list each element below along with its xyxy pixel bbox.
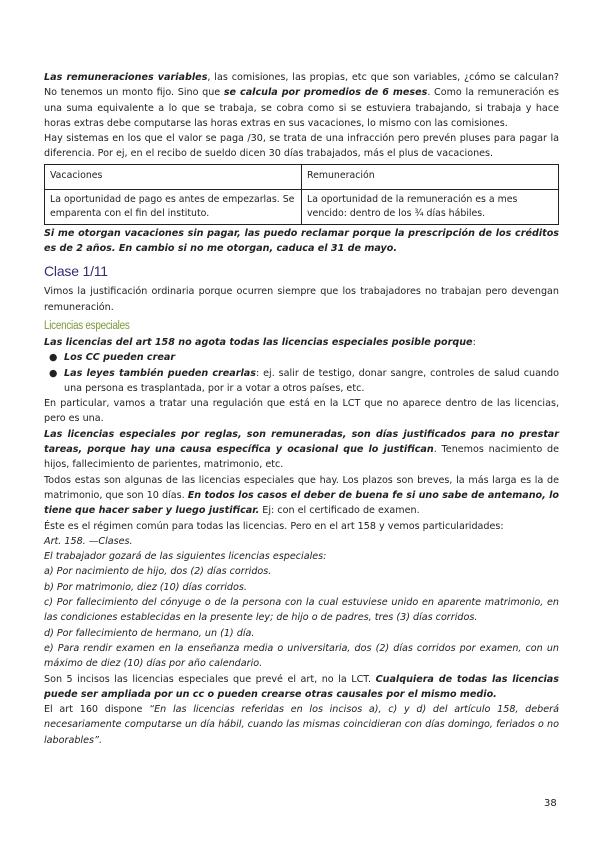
- heading-licencias-especiales: Licencias especiales: [44, 319, 130, 332]
- bold-phrase: se calcula por promedios de 6 meses: [223, 87, 428, 99]
- bullet-list: [44, 350, 559, 396]
- text-run: Ej: con el certificado de examen.: [259, 505, 420, 517]
- paragraph-art-160: [44, 702, 559, 748]
- paragraph-common-regime: Éste es el régimen común para todas las licencias. Pero en el art 158 y vemos particularidades:: [44, 520, 504, 532]
- text-run: Todos estas son algunas de las licencias especiales que hay. Los plazos son breves, la más larga es la de matrimonio, que son 10 días.: [44, 474, 559, 501]
- list-item: [49, 366, 559, 397]
- bold-phrase: Los CC pueden crear: [64, 352, 176, 364]
- text-run: El art 160 dispone: [44, 704, 150, 716]
- comparison-table: [44, 164, 559, 225]
- bullet-icon: ●: [49, 352, 58, 364]
- bold-phrase: Las leyes también pueden crearlas: [64, 367, 256, 379]
- table-cell-remuneracion: La oportunidad de la remuneración es a mes vencido: dentro de los ¾ días hábiles.: [302, 189, 559, 224]
- paragraph-deadlines: [44, 473, 559, 519]
- text-run: , las comisiones, las propias, etc que son variables, ¿cómo se calculan? No tenemos un monto fijo. Sino que: [44, 72, 559, 99]
- bullet-icon: ●: [49, 367, 58, 379]
- text-run: Son 5 incisos las licencias especiales que prevé el art, no la LCT.: [44, 673, 376, 685]
- bold-phrase: Cualquiera de todas las licencias puede ser ampliada por un cc o pueden crearse otras causales por el mismo medio.: [44, 673, 559, 700]
- bold-phrase: Las licencias del art 158 no agota todas las licencias especiales posible porque: [44, 336, 473, 348]
- article-item-e: e) Para rendir examen en la enseñanza media o universitaria, dos (2) días corridos por examen, con un máximo de diez (10) días por año calendario.: [44, 642, 559, 670]
- paragraph-payment-systems: Hay sistemas en los que el valor se paga /30, se trata de una infracción pero prevén pluses para pagar la diferencia. Por ej, en el recibo de sueldo dicen 30 días trabajados, más el plus de vacaciones.: [44, 133, 559, 160]
- paragraph-art-158-intro: [44, 335, 559, 350]
- table-header-vacaciones: Vacaciones: [45, 164, 302, 189]
- paragraph-variable-remuneration: [44, 70, 559, 131]
- bold-phrase: Las remuneraciones variables: [44, 72, 208, 83]
- article-intro: El trabajador gozará de las siguientes licencias especiales:: [44, 551, 327, 563]
- text-run: . Tenemos nacimiento de hijos, fallecimiento de parientes, matrimonio, etc.: [44, 444, 559, 471]
- table-cell-vacaciones: La oportunidad de pago es antes de empezarlas. Se emparenta con el fin del instituto.: [45, 189, 302, 224]
- table-row: [45, 189, 559, 224]
- paragraph-justification: Vimos la justificación ordinaria porque ocurren siempre que los trabajadores no trabajan pero devengan remuneración.: [44, 286, 559, 313]
- table-header-remuneracion: Remuneración: [302, 164, 559, 189]
- article-item-a: a) Por nacimiento de hijo, dos (2) días corridos.: [44, 566, 272, 578]
- heading-clase: Clase 1/11: [44, 263, 108, 280]
- text-run: . Como la remuneración es una suma equivalente a lo que se trabaja, se cobra como si se estuviera trabajando, si trabaja y hace horas extras debe computarse las horas extras en sus vacaciones, lo mismo con las comisiones.: [44, 87, 559, 129]
- italic-quote: “En las licencias referidas en los incisos a), c) y d) del artículo 158, deberá necesariamente computarse un día hábil, cuando las mismas coincidieran con días domingo, feriados o no laborables”.: [44, 704, 559, 746]
- article-title: Art. 158. —Clases.: [44, 535, 133, 547]
- page-number: 38: [544, 798, 557, 809]
- list-item: [49, 350, 559, 365]
- article-item-b: b) Por matrimonio, diez (10) días corridos.: [44, 581, 247, 593]
- page-content: [44, 70, 559, 748]
- article-item-c: c) Por fallecimiento del cónyuge o de la persona con la cual estuviese unido en aparente matrimonio, en las condiciones establecidas en la presente ley; de hijo o de padres, tres (3) días corridos.: [44, 597, 559, 624]
- paragraph-lct-regulation: En particular, vamos a tratar una regulación que está en la LCT que no aparece dentro de las licencias, pero es una.: [44, 398, 559, 425]
- text-run: :: [472, 336, 476, 348]
- table-header-row: [45, 164, 559, 189]
- bold-phrase: En todos los casos el deber de buena fe si uno sabe de antemano, lo tiene que hacer saber y luego justificar.: [44, 489, 559, 517]
- article-item-d: d) Por fallecimiento de hermano, un (1) día.: [44, 627, 255, 639]
- paragraph-special-licenses: [44, 427, 559, 473]
- bold-phrase: Las licencias especiales por reglas, son remuneradas, son días justificados para no prestar tareas, porque hay una causa específica y ocasional que lo justifican: [44, 428, 559, 456]
- paragraph-prescription: Si me otorgan vacaciones sin pagar, las puedo reclamar porque la prescripción de los créditos es de 2 años. En cambio si no me otorgan, caduca el 31 de mayo.: [44, 227, 559, 255]
- text-run: : ej. salir de testigo, donar sangre, controles de salud cuando una persona es trasplantada, por ir a votar a otros países, etc.: [64, 367, 559, 394]
- paragraph-five-incisos: [44, 672, 559, 703]
